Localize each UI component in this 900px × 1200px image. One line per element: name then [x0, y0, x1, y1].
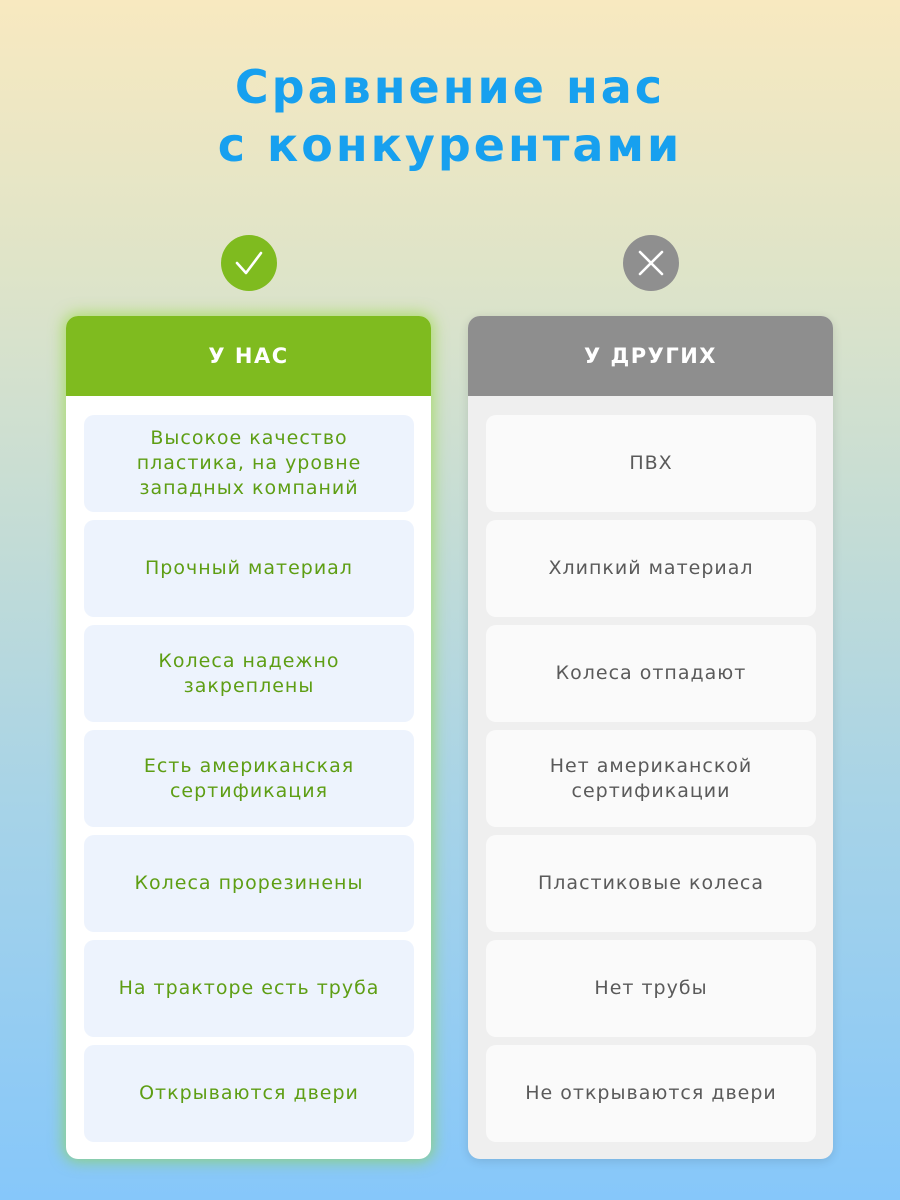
our-item: Есть американская сертификация [84, 730, 414, 827]
competitor-item: ПВХ [486, 415, 816, 512]
our-item: На тракторе есть труба [84, 940, 414, 1037]
title-line-2: с конкурентами [217, 118, 683, 172]
our-item: Колеса прорезинены [84, 835, 414, 932]
page-title [0, 58, 900, 174]
competitor-item: Не открываются двери [486, 1045, 816, 1142]
our-item: Прочный материал [84, 520, 414, 617]
competitor-item: Нет американской сертификации [486, 730, 816, 827]
competitor-item: Пластиковые колеса [486, 835, 816, 932]
competitors-items-list [486, 415, 816, 1150]
our-item: Высокое качество пластика, на уровне западных компаний [84, 415, 414, 512]
checkmark-icon [221, 235, 277, 291]
cross-icon [623, 235, 679, 291]
our-card-header: У НАС [66, 316, 431, 396]
competitors-card-header: У ДРУГИХ [468, 316, 833, 396]
our-items-list [84, 415, 414, 1150]
title-line-1: Сравнение нас [234, 60, 666, 114]
competitors-card [468, 316, 833, 1159]
competitor-item: Колеса отпадают [486, 625, 816, 722]
competitor-item: Нет трубы [486, 940, 816, 1037]
competitor-item: Хлипкий материал [486, 520, 816, 617]
our-item: Открываются двери [84, 1045, 414, 1142]
our-advantages-card [66, 316, 431, 1159]
our-item: Колеса надежно закреплены [84, 625, 414, 722]
